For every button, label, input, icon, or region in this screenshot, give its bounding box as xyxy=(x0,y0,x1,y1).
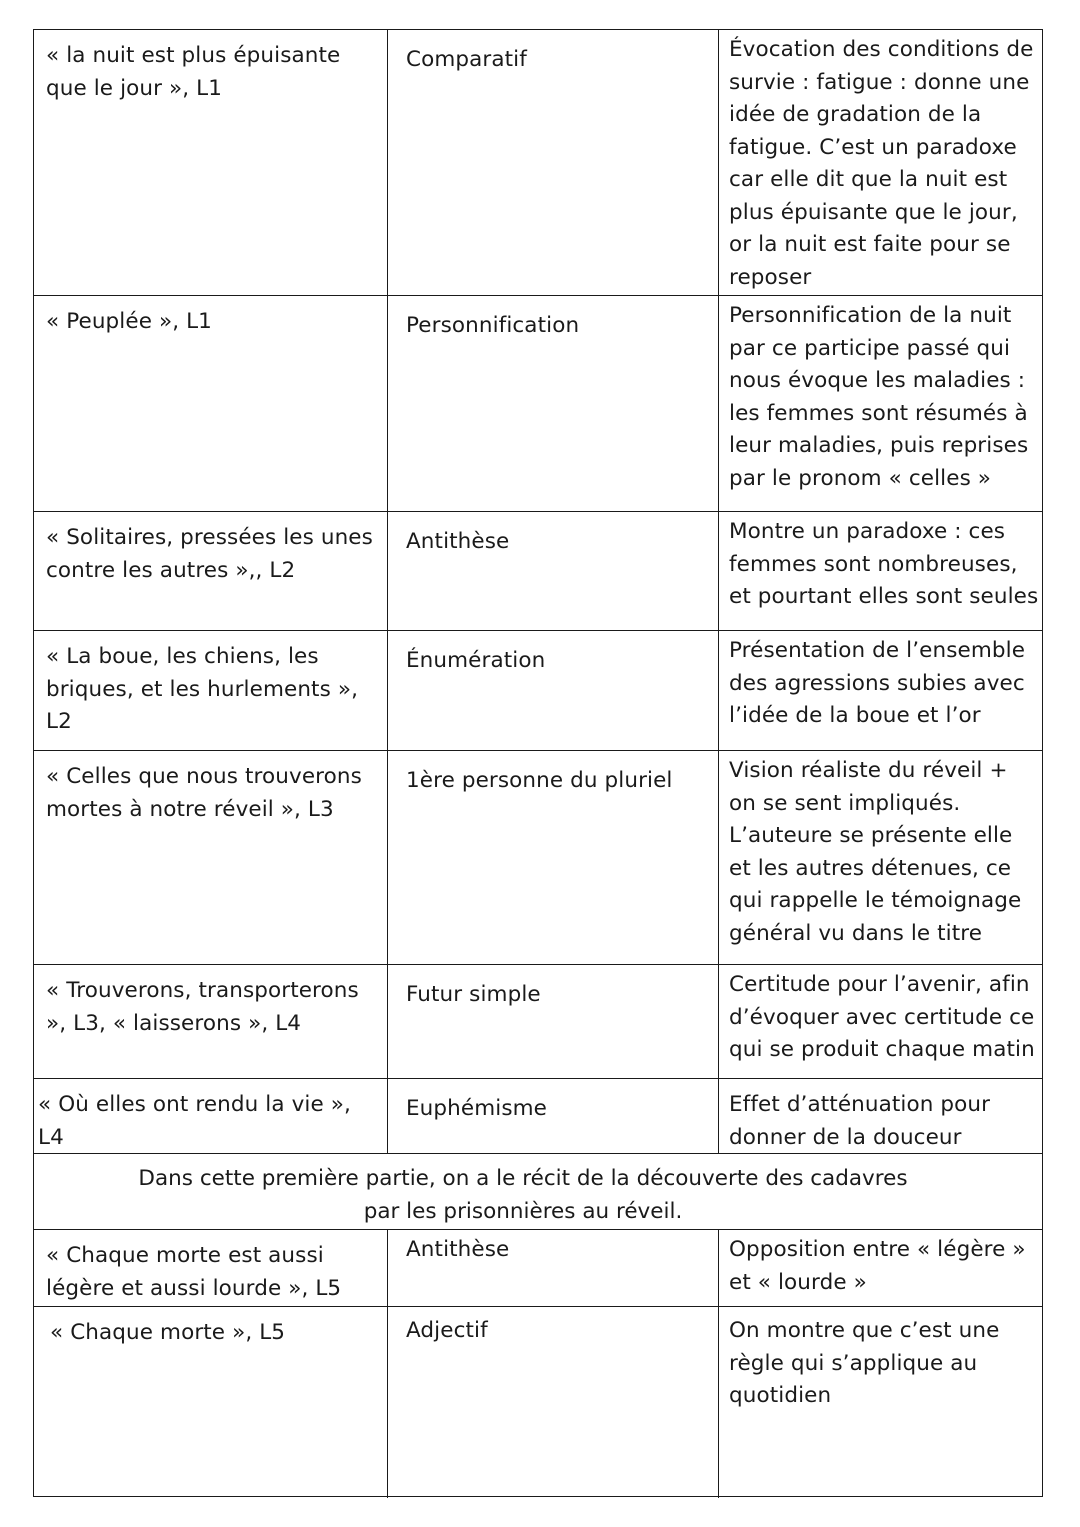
citation-cell: « La boue, les chiens, les briques, et les hurlements », L2 xyxy=(34,631,388,750)
table-row xyxy=(34,965,1042,1079)
interpretation-cell: Opposition entre « légère » et « lourde » xyxy=(729,1237,1026,1295)
table-row xyxy=(34,296,1042,512)
procede-cell: Adjectif xyxy=(388,1307,719,1498)
citation-cell: « la nuit est plus épuisante que le jour », L1 xyxy=(34,30,388,295)
procede-cell: Antithèse xyxy=(388,512,719,630)
procede-cell: 1ère personne du pluriel xyxy=(388,751,719,964)
table-row xyxy=(34,631,1042,751)
procede-cell: Personnification xyxy=(388,296,719,511)
procede-cell: Antithèse xyxy=(388,1230,719,1306)
interpretation-cell: Personnification de la nuit par ce participe passé qui nous évoque les maladies : les femmes sont résumés à leur maladies, puis reprises par le pronom « celles » xyxy=(729,303,1029,491)
procede-cell: Énumération xyxy=(388,631,719,750)
citation-cell: « Trouverons, transporterons », L3, « laisserons », L4 xyxy=(34,965,388,1078)
table-row xyxy=(34,1307,1042,1498)
interpretation-cell: On montre que c’est une règle qui s’applique au quotidien xyxy=(729,1318,1000,1408)
citation-cell: « Solitaires, pressées les unes contre les autres »,, L2 xyxy=(34,512,388,630)
table-row xyxy=(34,30,1042,296)
interpretation-cell: Montre un paradoxe : ces femmes sont nombreuses, et pourtant elles sont seules xyxy=(729,519,1039,609)
table-row xyxy=(34,1079,1042,1154)
table-row xyxy=(34,751,1042,965)
table-row xyxy=(34,1230,1042,1307)
interpretation-cell: Vision réaliste du réveil + on se sent impliqués. L’auteure se présente elle et les autres détenues, ce qui rappelle le témoignage général vu dans le titre xyxy=(729,758,1022,946)
interpretation-cell: Évocation des conditions de survie : fatigue : donne une idée de gradation de la fatigue. C’est un paradoxe car elle dit que la nuit est plus épuisante que le jour, or la nuit est faite pour se reposer xyxy=(729,37,1034,290)
citation-cell: « Celles que nous trouverons mortes à notre réveil », L3 xyxy=(34,751,388,964)
interpretation-cell: Présentation de l’ensemble des agressions subies avec l’idée de la boue et l’or xyxy=(729,638,1026,728)
procede-cell: Euphémisme xyxy=(388,1079,719,1153)
summary-text: Dans cette première partie, on a le récit de la découverte des cadavres par les prisonnières au réveil. xyxy=(138,1166,908,1224)
table-row xyxy=(34,512,1042,631)
summary-row xyxy=(34,1154,1042,1230)
interpretation-cell: Certitude pour l’avenir, afin d’évoquer avec certitude ce qui se produit chaque matin xyxy=(729,972,1035,1062)
citation-cell: « Chaque morte », L5 xyxy=(34,1307,388,1498)
citation-cell: « Chaque morte est aussi légère et aussi lourde », L5 xyxy=(34,1230,388,1306)
citation-cell: « Où elles ont rendu la vie », L4 xyxy=(34,1079,388,1153)
interpretation-cell: Effet d’atténuation pour donner de la douceur xyxy=(729,1092,991,1150)
analysis-table xyxy=(33,29,1043,1497)
citation-cell: « Peuplée », L1 xyxy=(34,296,388,511)
procede-cell: Futur simple xyxy=(388,965,719,1078)
procede-cell: Comparatif xyxy=(388,30,719,295)
